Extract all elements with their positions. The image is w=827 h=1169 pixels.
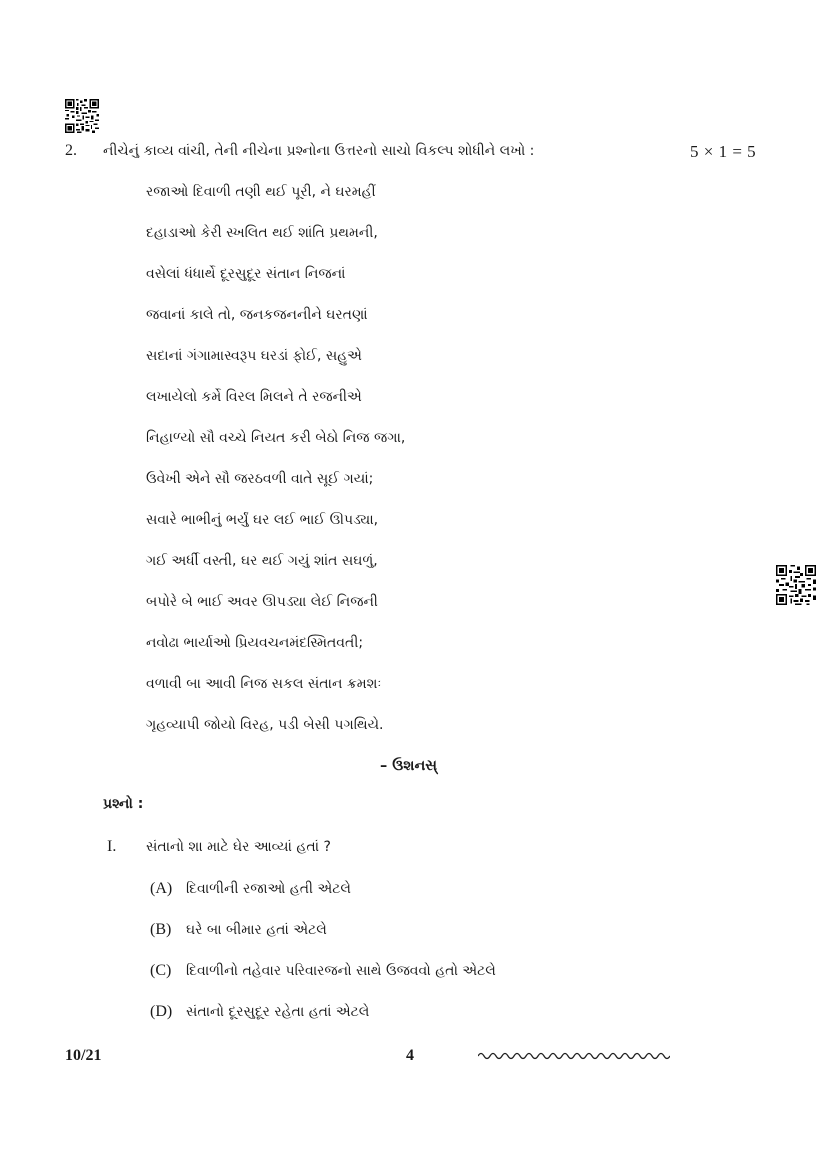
poem-line: નવોઢા ભાર્યાઓ પ્રિયવચનમંદસ્મિતવતી;: [146, 635, 364, 651]
option-b: [150, 918, 496, 959]
questions-label: પ્રશ્નો :: [103, 796, 144, 812]
answer-options: [150, 877, 496, 1041]
poem-line: ગઈ અર્ધી વસ્તી, ઘર થઈ ગયું શાંત સઘળું,: [146, 553, 378, 569]
poem-line: વસેલાં ધંધાર્થે દૂરસુદૂર સંતાન નિજનાં: [146, 266, 346, 282]
poem-author: – ઉશનસ્: [380, 758, 437, 774]
poem-line: સદાનાં ગંગામાસ્વરૂપ ઘરડાં ફોઈ, સહુએ: [146, 348, 362, 364]
question-number: 2.: [65, 142, 77, 159]
option-letter: (A): [150, 880, 173, 897]
question-header: [0, 142, 827, 166]
option-c: [150, 959, 496, 1000]
page-number: 4: [406, 1047, 414, 1064]
question-marks: 5 × 1 = 5: [690, 142, 757, 161]
poem-line: દહાડાઓ કેરી સ્ખલિત થઈ શાંતિ પ્રથમની,: [146, 225, 378, 241]
poem-line: ઉવેખી એને સૌ જરઠવળી વાતે સૂઈ ગયાં;: [146, 471, 374, 487]
poem: [146, 178, 405, 752]
poem-line: બપોરે બે ભાઈ અવર ઊપડ્યા લેઈ નિજની: [146, 594, 378, 610]
qr-code-icon: [65, 99, 99, 133]
wavy-line-icon: [478, 1050, 670, 1062]
sub-question-number: I.: [107, 838, 117, 855]
option-text: સંતાનો દૂરસુદૂર રહેતા હતાં એટલે: [186, 1004, 370, 1020]
qr-code-icon: [776, 565, 816, 605]
option-text: ઘરે બા બીમાર હતાં એટલે: [186, 922, 327, 938]
option-letter: (C): [150, 962, 172, 979]
option-text: દિવાળીનો તહેવાર પરિવારજનો સાથે ઉજવવો હતો એટલે: [186, 963, 496, 979]
question-instruction: નીચેનું કાવ્ય વાંચી, તેની નીચેના પ્રશ્નોના ઉત્તરનો સાચો વિકલ્પ શોધીને લખો :: [103, 143, 535, 159]
option-a: [150, 877, 496, 918]
option-d: [150, 1000, 496, 1041]
option-text: દિવાળીની રજાઓ હતી એટલે: [186, 881, 351, 897]
poem-line: જવાનાં કાલે તો, જનકજનનીને ઘરતણાં: [146, 307, 368, 323]
poem-line: સવારે ભાભીનું ભર્યું ઘર લઈ ભાઈ ઊપડ્યા,: [146, 512, 379, 528]
poem-line: રજાઓ દિવાળી તણી થઈ પૂરી, ને ઘરમહીં: [146, 184, 376, 200]
option-letter: (D): [150, 1003, 173, 1020]
paper-code: 10/21: [65, 1047, 102, 1064]
option-letter: (B): [150, 921, 172, 938]
poem-line: લખાયેલો કર્મે વિરલ મિલને તે રજનીએ: [146, 389, 362, 405]
poem-line: વળાવી બા આવી નિજ સકલ સંતાન ક્રમશઃ: [146, 676, 382, 692]
poem-line: ગૃહવ્યાપી જોયો વિરહ, પડી બેસી પગથિયે.: [146, 717, 384, 733]
poem-line: નિહાળ્યો સૌ વચ્ચે નિયત કરી બેઠો નિજ જગા,: [146, 430, 406, 446]
sub-question-text: સંતાનો શા માટે ઘેર આવ્યાં હતાં ?: [146, 839, 331, 855]
